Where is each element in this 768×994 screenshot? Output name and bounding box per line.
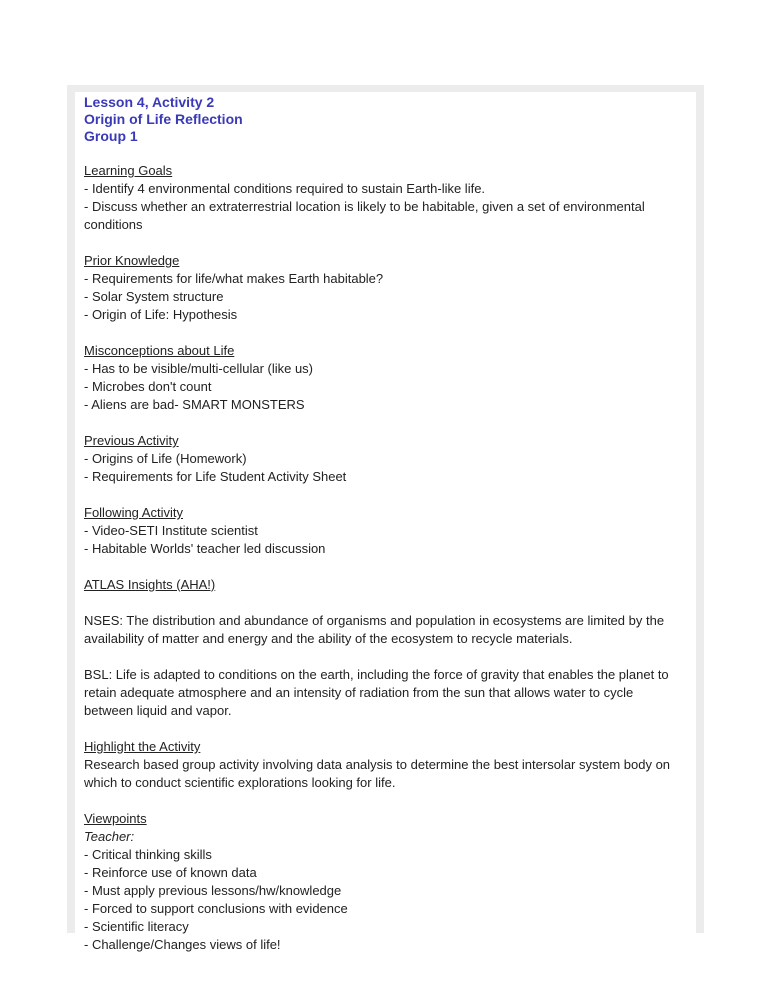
section-heading: Highlight the Activity <box>84 739 201 754</box>
page-frame <box>67 85 704 952</box>
section-heading: ATLAS Insights (AHA!) <box>84 577 216 592</box>
list-item: - Origins of Life (Homework) <box>84 451 247 466</box>
list-item: - Aliens are bad- SMART MONSTERS <box>84 397 305 412</box>
list-item: - Scientific literacy <box>84 919 189 934</box>
document-content <box>84 94 684 972</box>
bsl-paragraph: BSL: Life is adapted to conditions on the earth, including the force of gravity that enables the planet to retain adequate atmosphere and an intensity of radiation from the sun that allows water to cycle between liquid and vapor. <box>84 667 669 718</box>
section-prior-knowledge <box>84 252 684 324</box>
document-card <box>75 92 696 952</box>
section-heading: Following Activity <box>84 505 183 520</box>
title-line: Origin of Life Reflection <box>84 111 243 127</box>
list-item: - Reinforce use of known data <box>84 865 257 880</box>
list-item: - Has to be visible/multi-cellular (like us) <box>84 361 314 376</box>
list-item: - Critical thinking skills <box>84 847 212 862</box>
list-item: - Origin of Life: Hypothesis <box>84 307 238 322</box>
highlight-text: Research based group activity involving data analysis to determine the best intersolar system body on which to conduct scientific explorations looking for life. <box>84 757 671 790</box>
list-item: - Requirements for life/what makes Earth habitable? <box>84 271 384 286</box>
section-previous-activity <box>84 432 684 486</box>
section-misconceptions <box>84 342 684 414</box>
section-heading: Viewpoints <box>84 811 147 826</box>
section-learning-goals <box>84 162 684 234</box>
list-item: - Challenge/Changes views of life! <box>84 937 281 952</box>
list-item: - Video-SETI Institute scientist <box>84 523 258 538</box>
section-heading: Learning Goals <box>84 163 173 178</box>
list-item: - Identify 4 environmental conditions required to sustain Earth-like life. <box>84 181 486 196</box>
section-atlas-insights <box>84 576 684 594</box>
list-item: - Solar System structure <box>84 289 224 304</box>
list-item: - Microbes don't count <box>84 379 212 394</box>
list-item: - Requirements for Life Student Activity Sheet <box>84 469 347 484</box>
section-heading: Previous Activity <box>84 433 179 448</box>
section-heading: Prior Knowledge <box>84 253 180 268</box>
list-item: - Discuss whether an extraterrestrial location is likely to be habitable, given a set of environmental conditions <box>84 199 645 232</box>
document-title <box>84 94 684 145</box>
list-item: - Must apply previous lessons/hw/knowledge <box>84 883 342 898</box>
section-viewpoints <box>84 810 684 954</box>
nses-paragraph: NSES: The distribution and abundance of organisms and population in ecosystems are limited by the availability of matter and energy and the ability of the ecosystem to recycle materials. <box>84 613 665 646</box>
subheading-teacher: Teacher: <box>84 829 135 844</box>
section-following-activity <box>84 504 684 558</box>
section-highlight <box>84 738 684 792</box>
title-line: Lesson 4, Activity 2 <box>84 94 215 110</box>
section-heading: Misconceptions about Life <box>84 343 235 358</box>
list-item: - Habitable Worlds' teacher led discussion <box>84 541 326 556</box>
list-item: - Forced to support conclusions with evidence <box>84 901 348 916</box>
title-line: Group 1 <box>84 128 138 144</box>
